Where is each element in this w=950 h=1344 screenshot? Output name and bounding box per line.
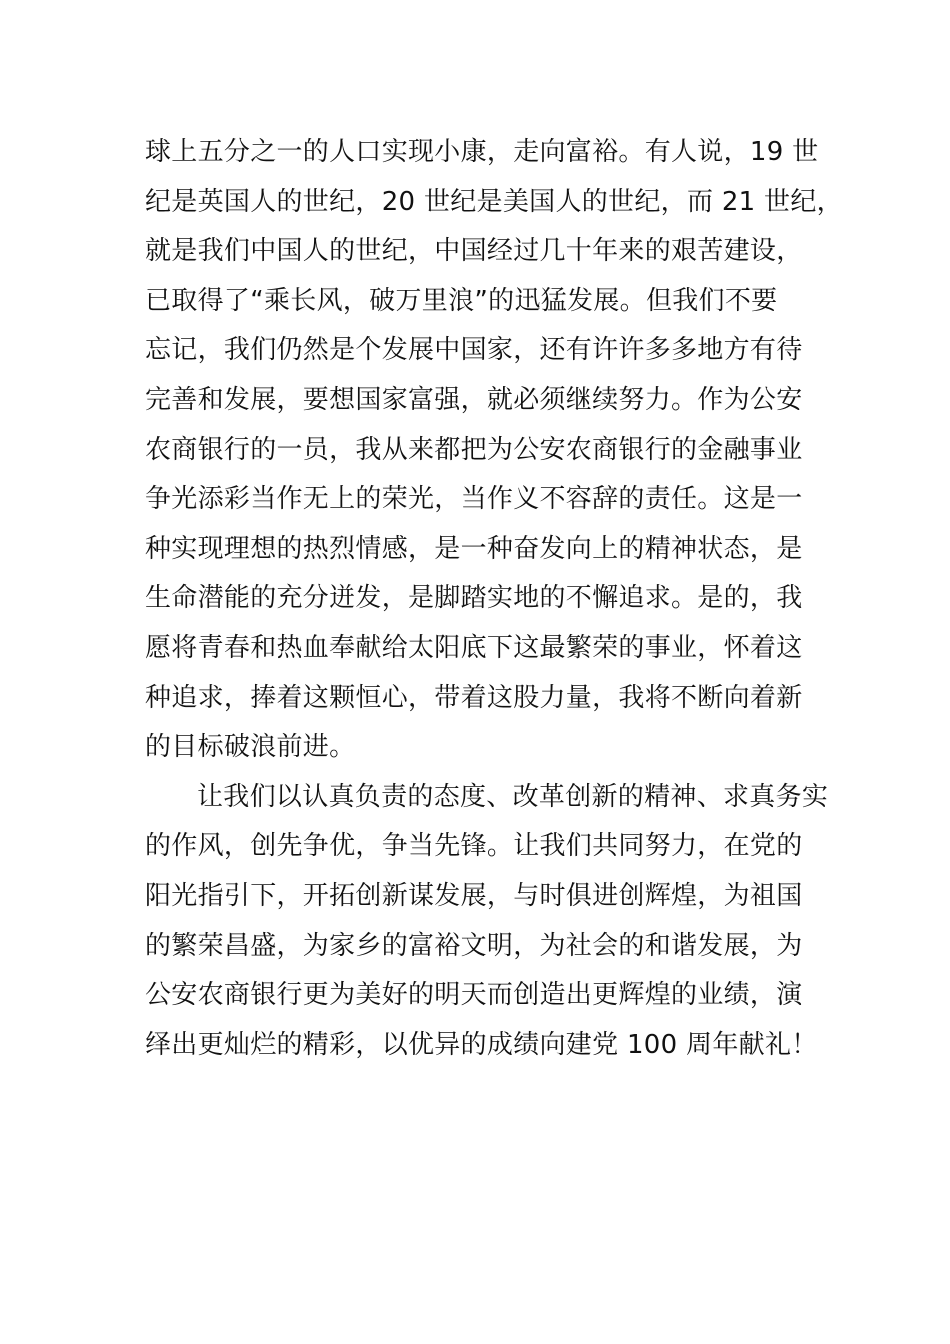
text-line: 生命潜能的充分迸发，是脚踏实地的不懈追求。是的，我 — [145, 583, 803, 614]
text-line: 的繁荣昌盛，为家乡的富裕文明，为社会的和谐发展，为 — [145, 930, 803, 961]
text-line: 公安农商银行更为美好的明天而创造出更辉煌的业绩，演 — [145, 980, 803, 1011]
text-line: 农商银行的一员，我从来都把为公安农商银行的金融事业 — [145, 434, 803, 465]
text-line: 种实现理想的热烈情感，是一种奋发向上的精神状态，是 — [145, 533, 803, 564]
text-line: 的作风，创先争优，争当先锋。让我们共同努力，在党的 — [145, 831, 803, 862]
text-line: 种追求，捧着这颗恒心，带着这股力量，我将不断向着新 — [145, 682, 803, 713]
paragraph-1 — [145, 128, 843, 773]
paragraph-2 — [145, 773, 835, 1071]
text-line: 忘记，我们仍然是个发展中国家，还有许许多多地方有待 — [145, 335, 803, 366]
text-line: 球上五分之一的人口实现小康，走向富裕。有人说，19 世 — [145, 137, 819, 167]
text-line-indented: 让我们以认真负责的态度、改革创新的精神、求真务实 — [197, 781, 829, 812]
text-line: 完善和发展，要想国家富强，就必须继续努力。作为公安 — [145, 384, 803, 415]
text-line: 绎出更灿烂的精彩，以优异的成绩向建党 100 周年献礼！ — [145, 1029, 818, 1060]
text-line: 已取得了“乘长风，破万里浪”的迅猛发展。但我们不要 — [145, 285, 778, 316]
text-line: 争光添彩当作无上的荣光，当作义不容辞的责任。这是一 — [145, 484, 803, 515]
text-line: 愿将青春和热血奉献给太阳底下这最繁荣的事业，怀着这 — [145, 632, 803, 663]
text-line: 的目标破浪前进。 — [145, 732, 356, 763]
document-body — [145, 128, 843, 1070]
text-line: 纪是英国人的世纪，20 世纪是美国人的世纪，而 21 世纪， — [145, 186, 843, 217]
text-line: 就是我们中国人的世纪，中国经过几十年来的艰苦建设， — [145, 236, 803, 267]
text-line: 阳光指引下，开拓创新谋发展，与时俱进创辉煌，为祖国 — [145, 880, 803, 911]
